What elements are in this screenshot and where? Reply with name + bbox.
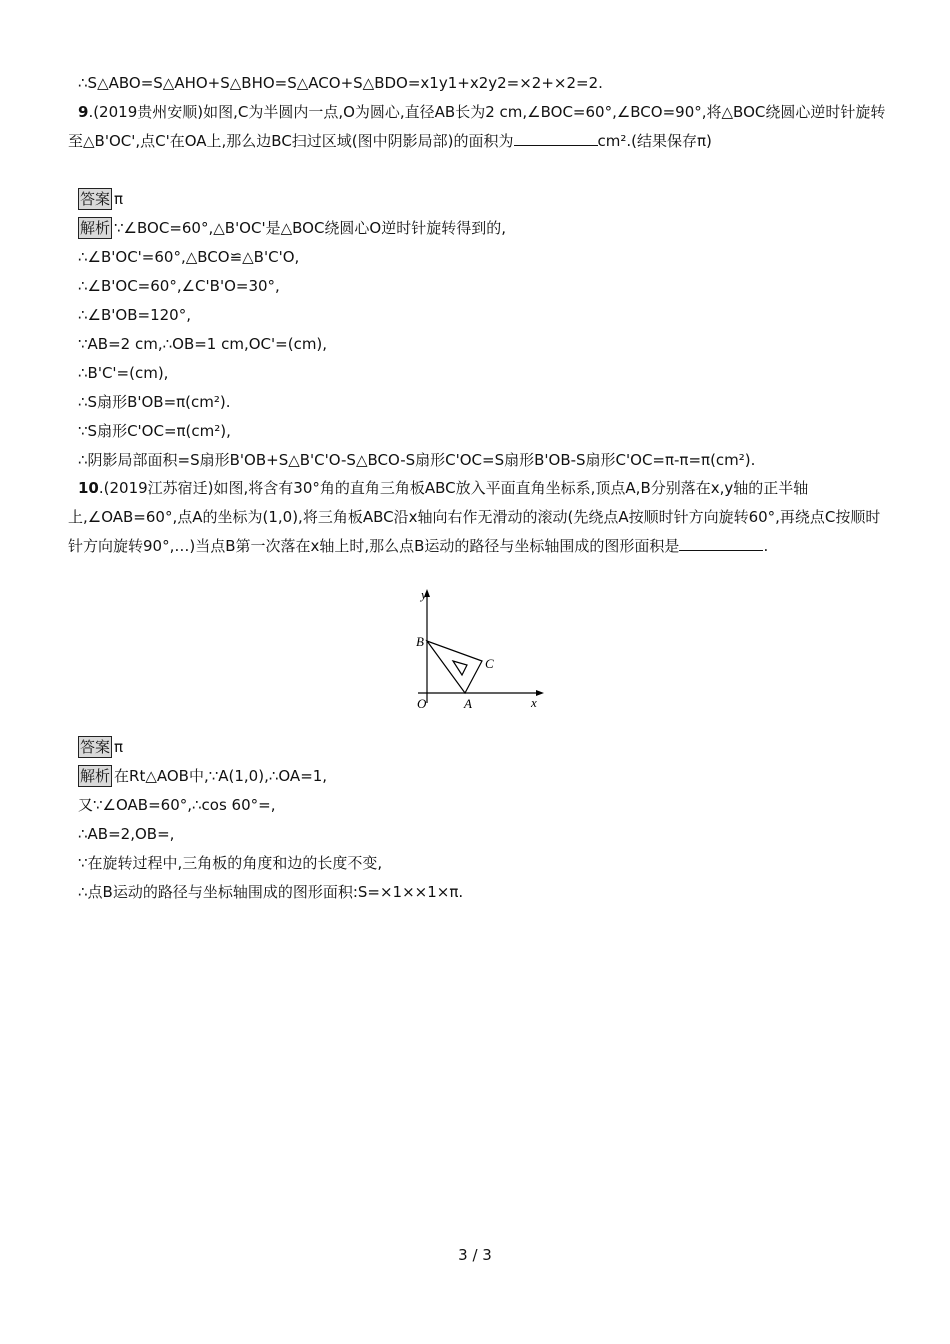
solution-9-line-4: ∴∠B'OB=120°, (78, 306, 191, 324)
solution-9-line-8: ∵S扇形C'OC=π(cm²), (78, 422, 231, 440)
question-10: 10.(2019江苏宿迁)如图,将含有30°角的直角三角板ABC放入平面直角坐标系,顶点A,B分别落在x,y轴的正半轴上,∠OAB=60°,点A的坐标为(1,0),将三角板ABC沿x轴向右作无滑动的滚动(先绕点A按顺时针方向旋转60°,再绕点C按顺时针方向旋转90°,…)当点B第一次落在x轴上时,那么点B运动的路径与坐标轴围成的图形面积是 . (68, 479, 881, 555)
answer-blank-10 (679, 536, 763, 551)
question-10-text: .(2019江苏宿迁)如图,将含有30°角的直角三角板ABC放入平面直角坐标系,顶点A,B分别落在x,y轴的正半轴上,∠OAB=60°,点A的坐标为(1,0),将三角板ABC沿x轴向右作无滑动的滚动(先绕点A按顺时针方向旋转60°,再绕点C按顺时针方向旋转90°,…)当点B第一次落在x轴上时,那么点B运动的路径与坐标轴围成的图形面积是 (68, 479, 881, 555)
solution-9-line-9: ∴阴影局部面积=S扇形B'OB+S△B'C'O-S△BCO-S扇形C'OC=S扇形B'OB-S扇形C'OC=π-π=π(cm²). (78, 451, 756, 469)
answer-10: 答案 π (80, 738, 124, 756)
label-b: B (416, 634, 424, 649)
solution-label: 解析 (80, 767, 111, 785)
label-c: C (485, 656, 494, 671)
question-9-text: .(2019贵州安顺)如图,C为半圆内一点,O为圆心,直径AB长为2 cm,∠BOC=60°,∠BCO=90°,将△BOC绕圆心逆时针旋转至△B'OC',点C'在OA上,那么边BC扫过区域(图中阴影局部)的面积为 (68, 103, 886, 150)
formula-line-area: ∴S△ABO=S△AHO+S△BHO=S△ACO+S△BDO=x1y1+x2y2=×2+×2=2. (78, 74, 603, 92)
solution-9-line-6: ∴B'C'=(cm), (78, 364, 169, 382)
page-number: 3 / 3 (458, 1246, 492, 1264)
answer-9: 答案 π (80, 190, 124, 208)
question-10-number: 10 (78, 479, 99, 497)
solution-9-line-1: 解析 ∵∠BOC=60°,△B'OC'是△BOC绕圆心O逆时针旋转得到的, (80, 219, 507, 237)
label-o: O (417, 696, 427, 711)
solution-9-line-7: ∴S扇形B'OB=π(cm²). (78, 393, 231, 411)
answer-label: 答案 (80, 190, 111, 208)
answer-blank-9 (514, 131, 598, 146)
solution-9-line-2: ∴∠B'OC'=60°,△BCO≌△B'C'O, (78, 248, 300, 266)
solution-10-line-5: ∴点B运动的路径与坐标轴围成的图形面积:S=×1××1×π. (78, 883, 464, 901)
solution-10-line-3: ∴AB=2,OB=, (78, 825, 175, 843)
label-y: y (421, 587, 427, 602)
solution-label: 解析 (80, 219, 111, 237)
solution-10-line-2: 又∵∠OAB=60°,∴cos 60°=, (78, 796, 276, 814)
solution-9-line-3: ∴∠B'OC=60°,∠C'B'O=30°, (78, 277, 280, 295)
solution-10-line-4: ∵在旋转过程中,三角板的角度和边的长度不变, (78, 854, 383, 872)
x-axis-arrow (536, 690, 544, 696)
triangle-abc (427, 641, 482, 693)
triangle-figure (410, 585, 550, 715)
solution-9-line-5: ∵AB=2 cm,∴OB=1 cm,OC'=(cm), (78, 335, 328, 353)
question-9: 9.(2019贵州安顺)如图,C为半圆内一点,O为圆心,直径AB长为2 cm,∠BOC=60°,∠BCO=90°,将△BOC绕圆心逆时针旋转至△B'OC',点C'在OA上,那么边BC扫过区域(图中阴影局部)的面积为 cm².(结果保存π) (68, 103, 886, 150)
triangle-inner (453, 661, 467, 675)
label-x: x (531, 695, 537, 710)
solution-10-line-1: 解析 在Rt△AOB中,∵A(1,0),∴OA=1, (80, 767, 328, 785)
question-9-number: 9 (78, 103, 89, 121)
answer-label: 答案 (80, 738, 111, 756)
label-a: A (464, 696, 472, 711)
